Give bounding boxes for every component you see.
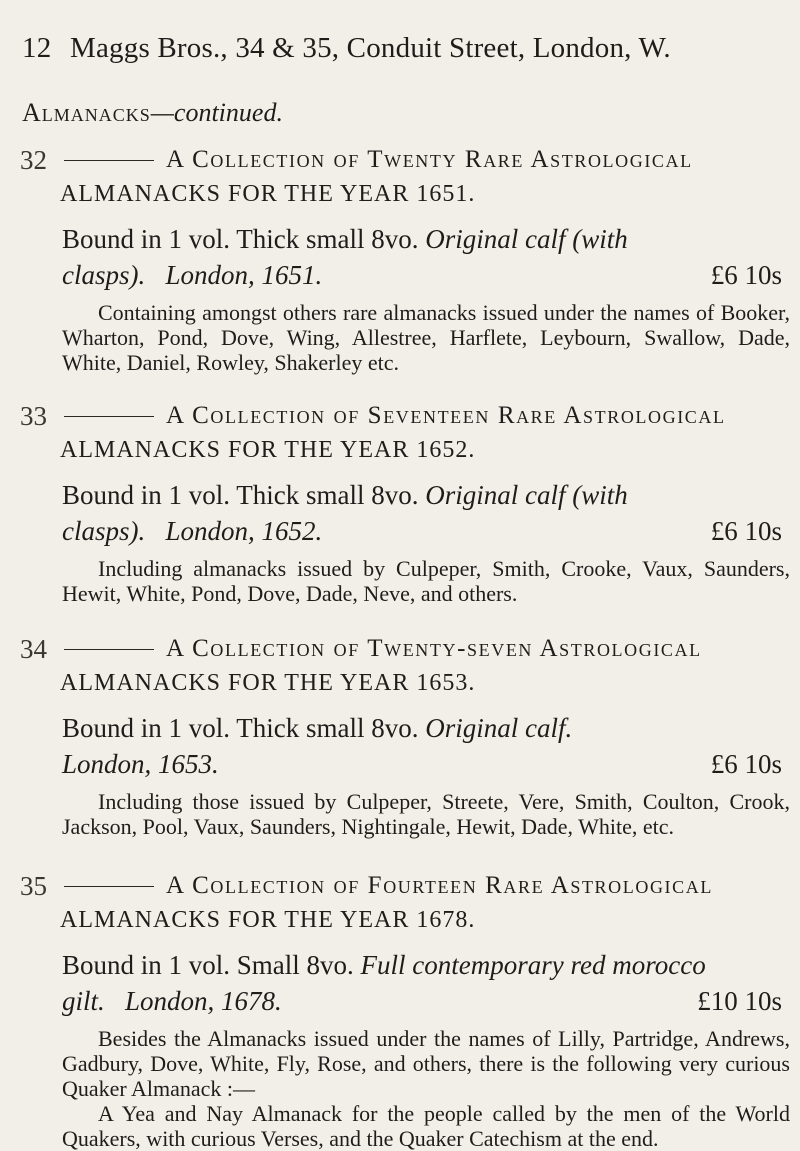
entry-number: 33: [20, 401, 47, 431]
entry-binding-line: [62, 710, 792, 746]
entry-title-line2: ALMANACKS FOR THE YEAR 1651.: [60, 181, 476, 207]
entry-dash: [64, 886, 154, 887]
entry-imprint: London, 1678.: [125, 986, 282, 1016]
publisher-line: Maggs Bros., 34 & 35, Conduit Street, London, W.: [70, 32, 671, 64]
catalog-entry: [20, 632, 790, 839]
catalog-entry: [20, 869, 790, 1151]
entry-description: Including almanacks issued by Culpeper, Smith, Crooke, Vaux, Saunders, Hewit, White, Pond, Dove, Dade, Neve, and others.: [62, 556, 790, 606]
catalog-entry: [20, 143, 790, 375]
entry-description: Besides the Almanacks issued under the names of Lilly, Partridge, Andrews, Gadbury, Dove, White, Fly, Rose, and others, there is the following very curious Quaker Almanack :— A Yea and Nay Almanack for the people called by the men of the World Quakers, with curious Verses, and the Quaker Catechism at the end.: [62, 1026, 790, 1151]
entry-binding: Full contemporary red morocco: [360, 950, 706, 980]
entry-title: A Collection of Twenty-seven Astrological: [166, 635, 702, 662]
entry-description: Containing amongst others rare almanacks issued under the names of Booker, Wharton, Pond, Dove, Wing, Allestree, Harflete, Leybourn, Swallow, Dade, White, Daniel, Rowley, Shakerley etc.: [62, 300, 790, 375]
entry-imprint: London, 1651.: [165, 260, 323, 290]
entry-binding-line: [62, 947, 792, 983]
entry-title-line2: ALMANACKS FOR THE YEAR 1678.: [60, 907, 476, 933]
entry-title: A Collection of Seventeen Rare Astrological: [166, 402, 726, 429]
entry-binding-cont: clasps).: [62, 516, 146, 546]
entry-description-continued: A Yea and Nay Almanack for the people called by the men of the World Quakers, with curious Verses, and the Quaker Catechism at the end.: [62, 1101, 790, 1151]
entry-title-line2: ALMANACKS FOR THE YEAR 1652.: [60, 437, 476, 463]
entry-price: £6 10s: [710, 749, 782, 779]
entry-imprint-line: [62, 257, 792, 293]
entry-dash: [64, 649, 154, 650]
entry-number: 32: [20, 145, 47, 175]
entry-description: Including those issued by Culpeper, Streete, Vere, Smith, Coulton, Crook, Jackson, Pool, Vaux, Saunders, Nightingale, Hewit, Dade, White, etc.: [62, 789, 790, 839]
entry-imprint-line: [62, 513, 792, 549]
entry-price: £6 10s: [710, 516, 782, 546]
entry-binding-line: [62, 221, 792, 257]
entry-imprint: London, 1653.: [62, 749, 219, 779]
entry-dash: [64, 160, 154, 161]
entry-bound: Bound in 1 vol. Thick small 8vo.: [62, 480, 426, 510]
entry-binding: Original calf (with: [425, 224, 628, 254]
entry-price: £10 10s: [697, 986, 782, 1016]
page-number: 12: [22, 32, 52, 64]
entry-title: A Collection of Fourteen Rare Astrological: [166, 872, 713, 899]
entry-imprint-line: [62, 746, 792, 782]
entry-binding-line: [62, 477, 792, 513]
entry-binding: Original calf.: [425, 713, 573, 743]
entry-bound: Bound in 1 vol. Thick small 8vo.: [62, 224, 426, 254]
entry-binding-cont: gilt.: [62, 986, 105, 1016]
entry-binding: Original calf (with: [425, 480, 628, 510]
entry-dash: [64, 416, 154, 417]
entry-number: 34: [20, 634, 47, 664]
entry-bound: Bound in 1 vol. Small 8vo.: [62, 950, 361, 980]
entry-imprint: London, 1652.: [165, 516, 323, 546]
page-header: [22, 30, 782, 66]
section-title: [22, 96, 283, 130]
entry-title: A Collection of Twenty Rare Astrological: [166, 146, 693, 173]
entry-title-line2: ALMANACKS FOR THE YEAR 1653.: [60, 670, 476, 696]
entry-imprint-line: [62, 983, 792, 1019]
section-name: Almanacks: [22, 98, 151, 127]
entry-price: £6 10s: [710, 260, 782, 290]
entry-binding-cont: clasps).: [62, 260, 146, 290]
catalog-entry: [20, 399, 790, 606]
entry-number: 35: [20, 871, 47, 901]
section-continued: —continued.: [150, 98, 283, 127]
entry-bound: Bound in 1 vol. Thick small 8vo.: [62, 713, 426, 743]
